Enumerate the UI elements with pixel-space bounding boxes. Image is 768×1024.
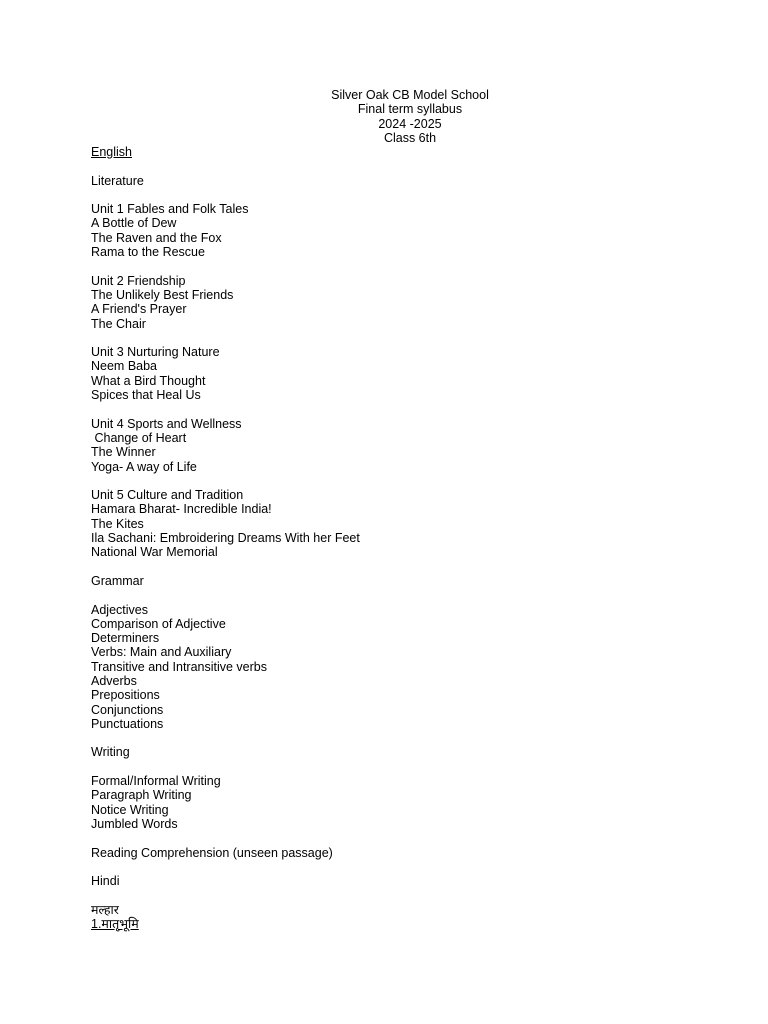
- syllabus-line: Unit 1 Fables and Folk Tales: [91, 202, 249, 217]
- blank-line: [91, 860, 731, 874]
- syllabus-line: Conjunctions: [91, 702, 164, 717]
- syllabus-line: मल्हार: [91, 902, 119, 917]
- blank-line: [91, 760, 731, 774]
- syllabus-line: Reading Comprehension (unseen passage): [91, 845, 333, 860]
- syllabus-line: Comparison of Adjective: [91, 616, 226, 631]
- syllabus-line: Notice Writing: [91, 802, 169, 817]
- syllabus-line: Prepositions: [91, 688, 160, 703]
- syllabus-line: Yoga- A way of Life: [91, 459, 197, 474]
- syllabus-line: Grammar: [91, 573, 144, 588]
- syllabus-line: A Bottle of Dew: [91, 216, 177, 231]
- syllabus-line: The Kites: [91, 516, 144, 531]
- syllabus-line: Spices that Heal Us: [91, 388, 201, 403]
- syllabus-line: Adjectives: [91, 602, 148, 617]
- syllabus-body: [91, 145, 731, 931]
- syllabus-line: Writing: [91, 745, 130, 760]
- syllabus-line: Punctuations: [91, 716, 164, 731]
- blank-line: [91, 731, 731, 745]
- blank-line: [91, 831, 731, 845]
- school-name: Silver Oak CB Model School: [331, 88, 489, 102]
- syllabus-line: The Winner: [91, 445, 156, 460]
- blank-line: [91, 159, 731, 173]
- syllabus-line: Rama to the Rescue: [91, 245, 205, 260]
- class-label: Class 6th: [383, 130, 437, 145]
- syllabus-line: The Unlikely Best Friends: [91, 287, 234, 302]
- syllabus-line: Hamara Bharat- Incredible India!: [91, 502, 272, 517]
- syllabus-line: Hindi: [91, 874, 120, 889]
- syllabus-line: What a Bird Thought: [91, 373, 206, 388]
- syllabus-title: Final term syllabus: [357, 102, 463, 117]
- blank-line: [91, 888, 731, 902]
- syllabus-line: Neem Baba: [91, 359, 158, 374]
- syllabus-line: Unit 5 Culture and Tradition: [91, 488, 244, 503]
- blank-line: [91, 331, 731, 345]
- syllabus-line: The Chair: [91, 316, 146, 331]
- blank-line: [91, 474, 731, 488]
- syllabus-line: National War Memorial: [91, 545, 218, 560]
- blank-line: [91, 402, 731, 416]
- section-heading: English: [91, 145, 132, 159]
- blank-line: [91, 188, 731, 202]
- syllabus-line: Unit 4 Sports and Wellness: [91, 416, 242, 431]
- syllabus-line: The Raven and the Fox: [91, 230, 222, 245]
- syllabus-line: Unit 2 Friendship: [91, 273, 186, 288]
- section-heading: 1.मातृभूमि: [91, 917, 139, 932]
- syllabus-line: Change of Heart: [91, 430, 187, 445]
- blank-line: [91, 259, 731, 273]
- document-header: [0, 88, 768, 145]
- syllabus-line: Jumbled Words: [91, 816, 178, 831]
- syllabus-line: Adverbs: [91, 673, 137, 688]
- blank-line: [91, 588, 731, 602]
- blank-line: [91, 560, 731, 574]
- syllabus-line: A Friend's Prayer: [91, 302, 187, 317]
- syllabus-line: Verbs: Main and Auxiliary: [91, 645, 232, 660]
- syllabus-line: Ila Sachani: Embroidering Dreams With her Feet: [91, 531, 360, 546]
- syllabus-line: Paragraph Writing: [91, 788, 192, 803]
- syllabus-line: Unit 3 Nurturing Nature: [91, 345, 220, 360]
- syllabus-line: Transitive and Intransitive verbs: [91, 659, 268, 674]
- academic-year: 2024 -2025: [378, 116, 442, 131]
- syllabus-line: Determiners: [91, 631, 160, 646]
- syllabus-line: Formal/Informal Writing: [91, 774, 221, 789]
- syllabus-line: Literature: [91, 173, 144, 188]
